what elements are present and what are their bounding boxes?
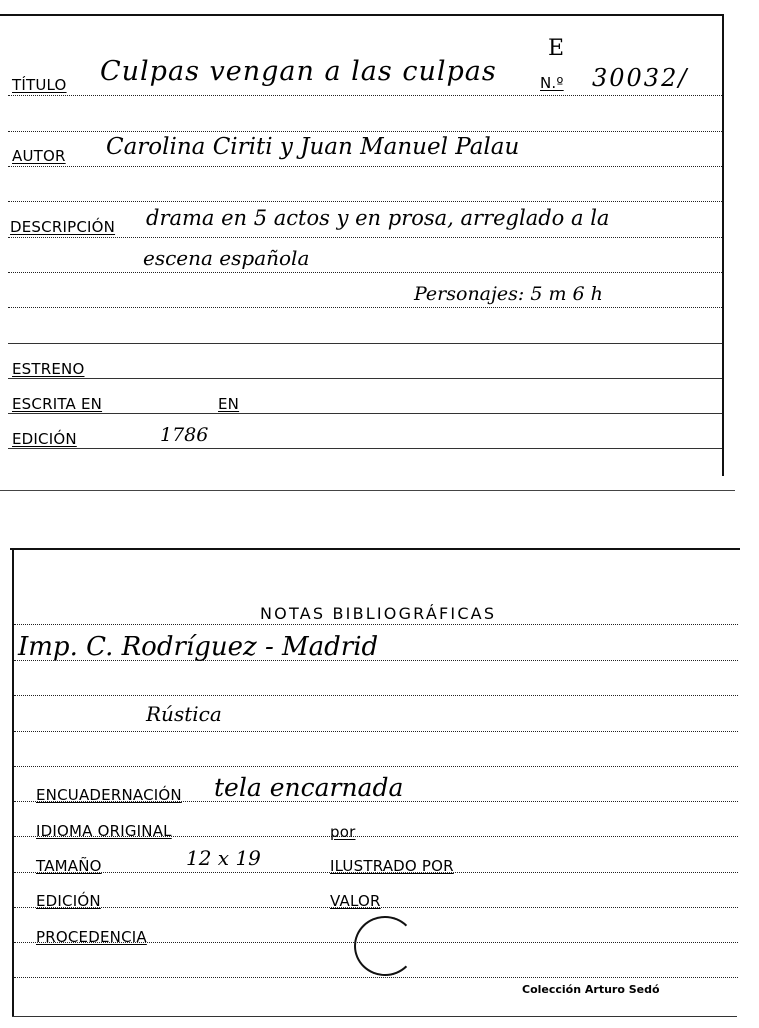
notes-line2: Rústica bbox=[146, 702, 222, 726]
idioma-original-label: IDIOMA ORIGINAL bbox=[36, 822, 172, 840]
tamano-label: TAMAÑO bbox=[36, 857, 102, 875]
personajes-value: Personajes: 5 m 6 h bbox=[414, 283, 603, 305]
descripcion-line1: drama en 5 actos y en prosa, arreglado a la bbox=[146, 206, 610, 230]
rule bbox=[14, 731, 738, 732]
numero-value: 30032/ bbox=[592, 64, 689, 92]
rule bbox=[8, 413, 722, 414]
valor-label: VALOR bbox=[330, 892, 381, 910]
descripcion-label: DESCRIPCIÓN bbox=[10, 218, 116, 236]
titulo-value: Culpas vengan a las culpas bbox=[100, 56, 497, 87]
rule bbox=[14, 624, 738, 625]
encuadernacion-label: ENCUADERNACIÓN bbox=[36, 786, 182, 804]
card-left-border bbox=[12, 548, 14, 1016]
descripcion-line2: escena española bbox=[143, 246, 310, 270]
numero-label: N.º bbox=[540, 74, 564, 92]
stamp-circle bbox=[354, 916, 416, 976]
procedencia-label: PROCEDENCIA bbox=[36, 928, 147, 946]
rule bbox=[14, 766, 738, 767]
catalog-card-bottom bbox=[0, 540, 759, 1028]
estreno-label: ESTRENO bbox=[12, 360, 85, 378]
catalog-card-top bbox=[0, 0, 759, 500]
ilustrado-por-label: ILUSTRADO POR bbox=[330, 857, 454, 875]
titulo-label: TÍTULO bbox=[12, 76, 67, 94]
card-bottom-border bbox=[12, 1016, 737, 1017]
rule bbox=[8, 307, 722, 308]
rule bbox=[8, 201, 722, 202]
rule bbox=[14, 977, 738, 978]
rule bbox=[8, 131, 722, 132]
edicion-value: 1786 bbox=[160, 424, 209, 446]
autor-value: Carolina Ciriti y Juan Manuel Palau bbox=[106, 134, 520, 160]
rule bbox=[8, 95, 722, 96]
card-top-border bbox=[0, 14, 722, 16]
card-top-border bbox=[10, 548, 740, 550]
rule bbox=[8, 343, 722, 344]
tamano-value: 12 x 19 bbox=[186, 846, 261, 870]
autor-label: AUTOR bbox=[12, 147, 66, 165]
rule bbox=[8, 166, 722, 167]
rule bbox=[8, 272, 722, 273]
edicion-label: EDICIÓN bbox=[12, 430, 77, 448]
encuadernacion-value: tela encarnada bbox=[214, 773, 404, 802]
rule bbox=[14, 695, 738, 696]
rule bbox=[8, 448, 722, 449]
en-label: EN bbox=[218, 395, 240, 413]
notes-line1: Imp. C. Rodríguez - Madrid bbox=[18, 632, 379, 662]
card-right-border bbox=[722, 14, 724, 476]
por-label: por bbox=[330, 823, 356, 841]
card-bottom-border bbox=[0, 490, 735, 491]
catalog-letter: E bbox=[548, 36, 565, 61]
rule bbox=[8, 378, 722, 379]
collection-mark: Colección Arturo Sedó bbox=[522, 983, 660, 996]
escrita-en-label: ESCRITA EN bbox=[12, 395, 103, 413]
edicion-label: EDICIÓN bbox=[36, 892, 101, 910]
notas-heading: NOTAS BIBLIOGRÁFICAS bbox=[260, 604, 497, 623]
rule bbox=[8, 237, 722, 238]
